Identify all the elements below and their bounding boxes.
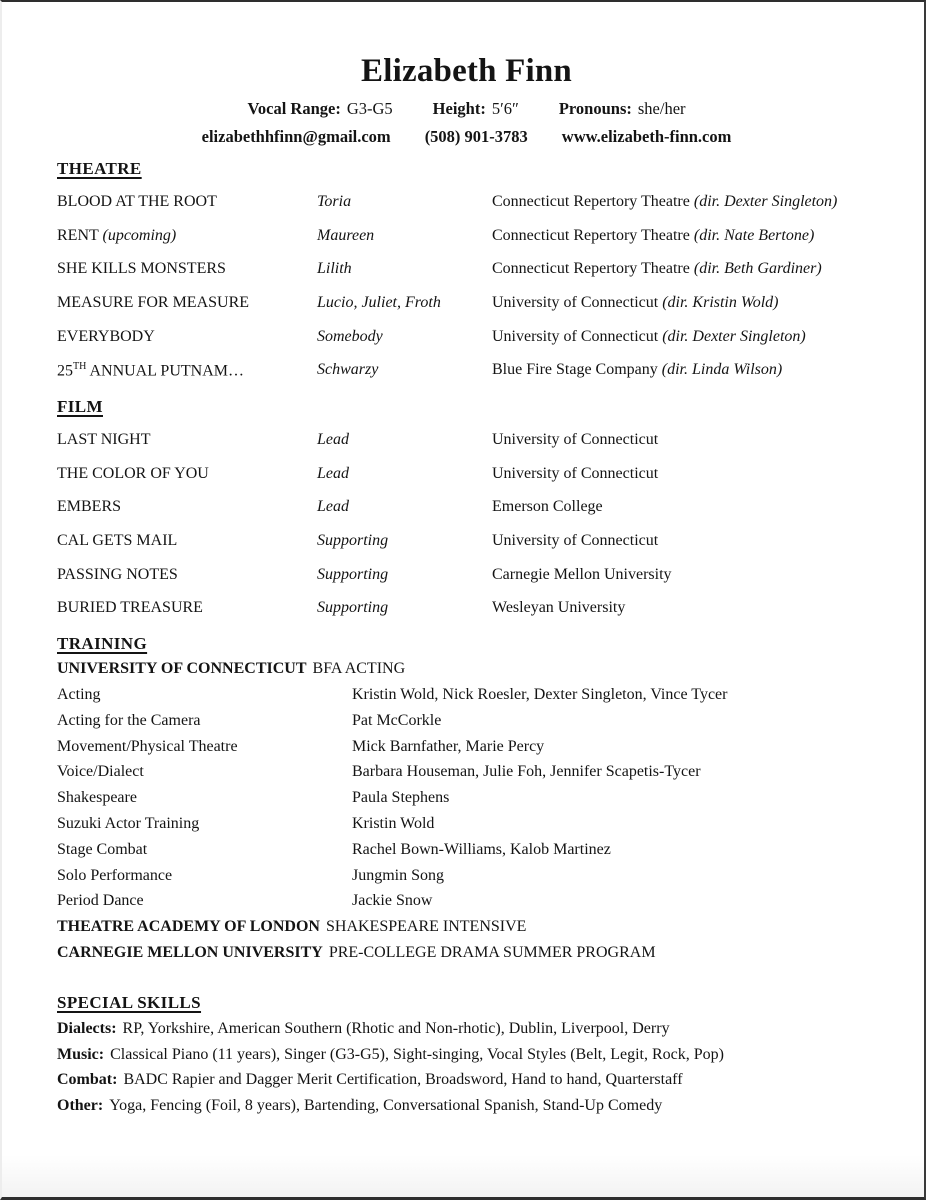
skill-row (57, 1093, 876, 1119)
skill-row (57, 1016, 876, 1042)
special-skills-list (57, 1016, 876, 1119)
film-title: PASSING NOTES (57, 565, 178, 583)
role-cell: Supporting (317, 599, 389, 617)
skill-row (57, 1067, 876, 1093)
theatre-row (57, 219, 876, 253)
page-title: Elizabeth Finn (361, 53, 572, 89)
director-note: (dir. Kristin Wold) (662, 293, 779, 311)
instructor-names: Pat McCorkle (352, 711, 442, 729)
website-text: www.elizabeth-finn.com (561, 127, 732, 146)
skill-category-label: Combat: (57, 1071, 118, 1089)
instructor-names: Kristin Wold, Nick Roesler, Dexter Singleton, Vince Tycer (352, 685, 728, 703)
theatre-row (57, 185, 876, 219)
theatre-row (57, 252, 876, 286)
skill-category-label: Music: (57, 1045, 105, 1063)
film-title: LAST NIGHT (57, 430, 151, 448)
film-row (57, 423, 876, 457)
stat-label: Height: (432, 99, 486, 118)
skill-text: Yoga, Fencing (Foil, 8 years), Bartending, Conversational Spanish, Stand-Up Comedy (109, 1097, 663, 1115)
film-row (57, 491, 876, 525)
skill-text: BADC Rapier and Dagger Merit Certification, Broadsword, Hand to hand, Quarterstaff (123, 1071, 683, 1089)
film-row (57, 524, 876, 558)
stats-line (57, 99, 876, 119)
training-course-row (57, 734, 876, 760)
instructor-names: Barbara Houseman, Julie Foh, Jennifer Scapetis-Tycer (352, 763, 701, 781)
venue-cell: Emerson College (492, 498, 603, 516)
show-title: MEASURE FOR MEASURE (57, 293, 250, 311)
school-name: THEATRE ACADEMY OF LONDON (57, 918, 320, 936)
training-course-row (57, 863, 876, 889)
role-cell: Lucio, Juliet, Froth (317, 293, 441, 311)
show-title: EVERYBODY (57, 327, 155, 345)
course-name: Period Dance (57, 892, 144, 910)
show-note: (upcoming) (102, 226, 177, 244)
ordinal-sup: TH (73, 360, 87, 372)
skill-text: Classical Piano (11 years), Singer (G3-G5), Sight-singing, Vocal Styles (Belt, Legit, Rock, Pop) (110, 1045, 724, 1063)
film-row (57, 457, 876, 491)
director-note: (dir. Beth Gardiner) (693, 260, 822, 278)
venue-cell: Connecticut Repertory Theatre (dir. Nate Bertone) (492, 226, 815, 244)
film-title: THE COLOR OF YOU (57, 464, 209, 482)
venue-cell: University of Connecticut (492, 430, 659, 448)
director-note: (dir. Dexter Singleton) (693, 192, 838, 210)
show-title: SHE KILLS MONSTERS (57, 260, 226, 278)
role-cell: Schwarzy (317, 361, 379, 379)
role-cell: Supporting (317, 565, 389, 583)
phone-text: (508) 901-3783 (424, 127, 528, 146)
program-name: PRE-COLLEGE DRAMA SUMMER PROGRAM (328, 943, 656, 961)
venue-cell: Connecticut Repertory Theatre (dir. Dexter Singleton) (492, 192, 838, 210)
skill-category-label: Dialects: (57, 1019, 117, 1037)
venue-cell: Blue Fire Stage Company (dir. Linda Wilson) (492, 361, 783, 379)
film-row (57, 592, 876, 626)
show-title: RENT (upcoming) (57, 226, 177, 244)
director-note: (dir. Nate Bertone) (693, 226, 815, 244)
training-course-row (57, 811, 876, 837)
stat-value: she/her (637, 99, 686, 118)
venue-cell: University of Connecticut (dir. Kristin Wold) (492, 293, 779, 311)
role-cell: Lilith (317, 260, 352, 278)
section-heading-special-skills: SPECIAL SKILLS (57, 992, 202, 1012)
role-cell: Lead (317, 464, 349, 482)
venue-cell: Wesleyan University (492, 599, 626, 617)
stat-vocal-range (247, 99, 392, 119)
training-program (57, 656, 876, 682)
theatre-row (57, 320, 876, 354)
film-row (57, 558, 876, 592)
section-heading-theatre: THEATRE (57, 159, 142, 178)
resume-page (2, 52, 924, 1119)
instructor-names: Jungmin Song (352, 866, 445, 884)
venue-cell: University of Connecticut (dir. Dexter Singleton) (492, 327, 806, 345)
show-title: BLOOD AT THE ROOT (57, 192, 217, 210)
instructor-names: Mick Barnfather, Marie Percy (352, 737, 545, 755)
instructor-names: Paula Stephens (352, 789, 450, 807)
show-title: 25TH ANNUAL PUTNAM… (57, 360, 244, 379)
skill-row (57, 1042, 876, 1068)
course-name: Movement/Physical Theatre (57, 737, 238, 755)
role-cell: Toria (317, 192, 352, 210)
training-course-row (57, 708, 876, 734)
training-course-row (57, 837, 876, 863)
training-course-row (57, 888, 876, 914)
role-cell: Somebody (317, 327, 383, 345)
film-title: EMBERS (57, 498, 122, 516)
role-cell: Lead (317, 498, 349, 516)
director-note: (dir. Dexter Singleton) (662, 327, 806, 345)
training-course-row (57, 785, 876, 811)
film-title: BURIED TREASURE (57, 599, 203, 617)
stat-value: 5′6″ (491, 99, 519, 118)
section-heading-film: FILM (57, 397, 103, 417)
stat-pronouns (559, 99, 686, 119)
program-name: BFA ACTING (312, 660, 406, 678)
stat-height (433, 99, 519, 119)
skill-category-label: Other: (57, 1097, 104, 1115)
stat-label: Pronouns: (558, 99, 632, 118)
course-name: Shakespeare (57, 789, 137, 807)
stat-value: G3-G5 (346, 99, 393, 118)
course-name: Acting (57, 685, 101, 703)
role-cell: Maureen (317, 226, 375, 244)
school-name: UNIVERSITY OF CONNECTICUT (57, 660, 307, 678)
venue-cell: Carnegie Mellon University (492, 565, 672, 583)
school-name: CARNEGIE MELLON UNIVERSITY (57, 943, 323, 961)
theatre-row (57, 286, 876, 320)
instructor-names: Jackie Snow (352, 892, 433, 910)
role-cell: Supporting (317, 532, 389, 550)
film-credits (57, 423, 876, 625)
role-cell: Lead (317, 430, 349, 448)
contact-line (57, 127, 876, 147)
instructor-names: Kristin Wold (352, 814, 435, 832)
venue-cell: University of Connecticut (492, 464, 659, 482)
instructor-names: Rachel Bown-Williams, Kalob Martinez (352, 840, 611, 858)
course-name: Stage Combat (57, 840, 148, 858)
email-text: elizabethhfinn@gmail.com (201, 127, 391, 146)
venue-cell: University of Connecticut (492, 532, 659, 550)
course-name: Voice/Dialect (57, 763, 144, 781)
training-course-row (57, 759, 876, 785)
course-name: Acting for the Camera (57, 711, 201, 729)
training-program (57, 914, 876, 940)
director-note: (dir. Linda Wilson) (661, 361, 783, 379)
skill-text: RP, Yorkshire, American Southern (Rhotic and Non-rhotic), Dublin, Liverpool, Derry (122, 1019, 670, 1037)
venue-cell: Connecticut Repertory Theatre (dir. Beth Gardiner) (492, 260, 822, 278)
course-name: Suzuki Actor Training (57, 814, 200, 832)
film-title: CAL GETS MAIL (57, 532, 178, 550)
theatre-credits (57, 185, 876, 387)
training-list (57, 656, 876, 966)
training-program (57, 940, 876, 966)
section-heading-training: TRAINING (57, 634, 148, 654)
program-name: SHAKESPEARE INTENSIVE (325, 918, 527, 936)
theatre-row (57, 353, 876, 387)
course-name: Solo Performance (57, 866, 173, 884)
stat-label: Vocal Range: (247, 99, 341, 118)
training-course-row (57, 682, 876, 708)
